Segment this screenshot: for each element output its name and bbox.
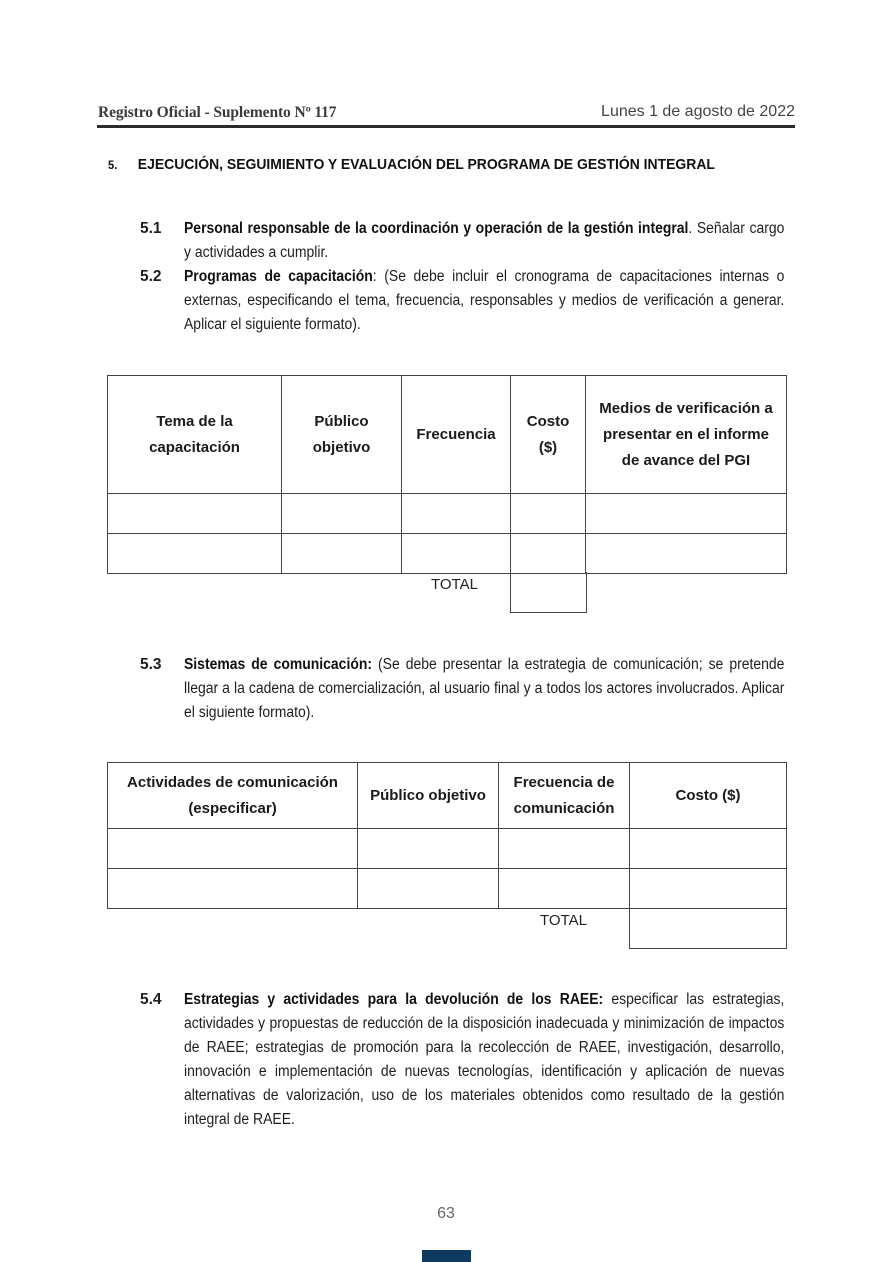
communication-total-value[interactable] [629, 908, 787, 949]
training-total-label: TOTAL [431, 576, 478, 593]
table-cell[interactable] [358, 869, 499, 909]
table-row [108, 869, 787, 909]
header-publico: Público objetivo [282, 376, 402, 494]
table-cell[interactable] [630, 829, 787, 869]
table-header-row [108, 763, 787, 829]
item-5-1 [140, 217, 785, 265]
table-cell[interactable] [499, 829, 630, 869]
header-frecuencia: Frecuencia de comunicación [499, 763, 630, 829]
item-text: . Señalar cargo y actividades a cumplir. [184, 220, 785, 261]
table-header-row [108, 376, 787, 494]
table-row [108, 494, 787, 534]
header-costo: Costo ($) [630, 763, 787, 829]
training-total-value[interactable] [510, 572, 587, 613]
item-number: 5.2 [140, 268, 162, 285]
header-rule [97, 125, 795, 128]
header-publico: Público objetivo [358, 763, 499, 829]
communication-total-label: TOTAL [540, 912, 587, 929]
section-number: 5. [108, 158, 118, 172]
table-cell[interactable] [511, 534, 586, 574]
item-number: 5.3 [140, 656, 162, 673]
communication-table [107, 762, 787, 909]
table-cell[interactable] [499, 869, 630, 909]
table-cell[interactable] [586, 494, 787, 534]
item-bold-lead: Personal responsable de la coordinación y operación de la gestión integral [184, 220, 689, 237]
item-5-4 [140, 988, 785, 1132]
header-medios: Medios de verificación a presentar en el informe de avance del PGI [586, 376, 787, 494]
header-tema: Tema de la capacitación [108, 376, 282, 494]
item-bold-lead: Programas de capacitación [184, 268, 373, 285]
item-number: 5.1 [140, 220, 162, 237]
page-number: 63 [437, 1205, 455, 1222]
publication-date: Lunes 1 de agosto de 2022 [601, 103, 795, 120]
table-cell[interactable] [586, 534, 787, 574]
item-5-2 [140, 265, 785, 337]
table-cell[interactable] [282, 494, 402, 534]
item-number: 5.4 [140, 991, 162, 1008]
table-cell[interactable] [108, 494, 282, 534]
table-row [108, 829, 787, 869]
table-cell[interactable] [108, 869, 358, 909]
section-title: EJECUCIÓN, SEGUIMIENTO Y EVALUACIÓN DEL PROGRAMA DE GESTIÓN INTEGRAL [137, 156, 715, 173]
header-frecuencia: Frecuencia [402, 376, 511, 494]
table-cell[interactable] [630, 869, 787, 909]
footer-accent-bar [422, 1250, 471, 1262]
item-text: (Se debe presentar la estrategia de comunicación; se pretende llegar a la cadena de comercialización, al usuario final y a todos los actores involucrados. Aplicar el siguiente formato). [184, 656, 785, 721]
table-cell[interactable] [511, 494, 586, 534]
table-cell[interactable] [358, 829, 499, 869]
item-5-3 [140, 653, 785, 725]
training-table [107, 375, 787, 574]
header-costo: Costo ($) [511, 376, 586, 494]
item-bold-lead: Sistemas de comunicación: [184, 656, 373, 673]
publication-title: Registro Oficial - Suplemento Nº 117 [98, 104, 337, 121]
table-cell[interactable] [402, 494, 511, 534]
table-row [108, 534, 787, 574]
table-cell[interactable] [108, 829, 358, 869]
header-actividades: Actividades de comunicación (especificar) [108, 763, 358, 829]
item-text: especificar las estrategias, actividades y propuestas de reducción de la disposición inadecuada y minimización de impactos de RAEE; estrategias de promoción para la recolección de RAEE, investigación, desarrollo, innovación e implementación de nuevas tecnologías, identificación y aplicación de nuevas alternativas de valorización, uso de los materiales obtenidos como resultado de la gestión integral de RAEE. [184, 991, 785, 1128]
table-cell[interactable] [108, 534, 282, 574]
item-text: : (Se debe incluir el cronograma de capacitaciones internas o externas, especificando el tema, frecuencia, responsables y medios de verificación a generar. Aplicar el siguiente formato). [184, 268, 785, 333]
table-cell[interactable] [402, 534, 511, 574]
section-heading [108, 156, 715, 173]
item-bold-lead: Estrategias y actividades para la devolución de los RAEE: [184, 991, 604, 1008]
table-cell[interactable] [282, 534, 402, 574]
